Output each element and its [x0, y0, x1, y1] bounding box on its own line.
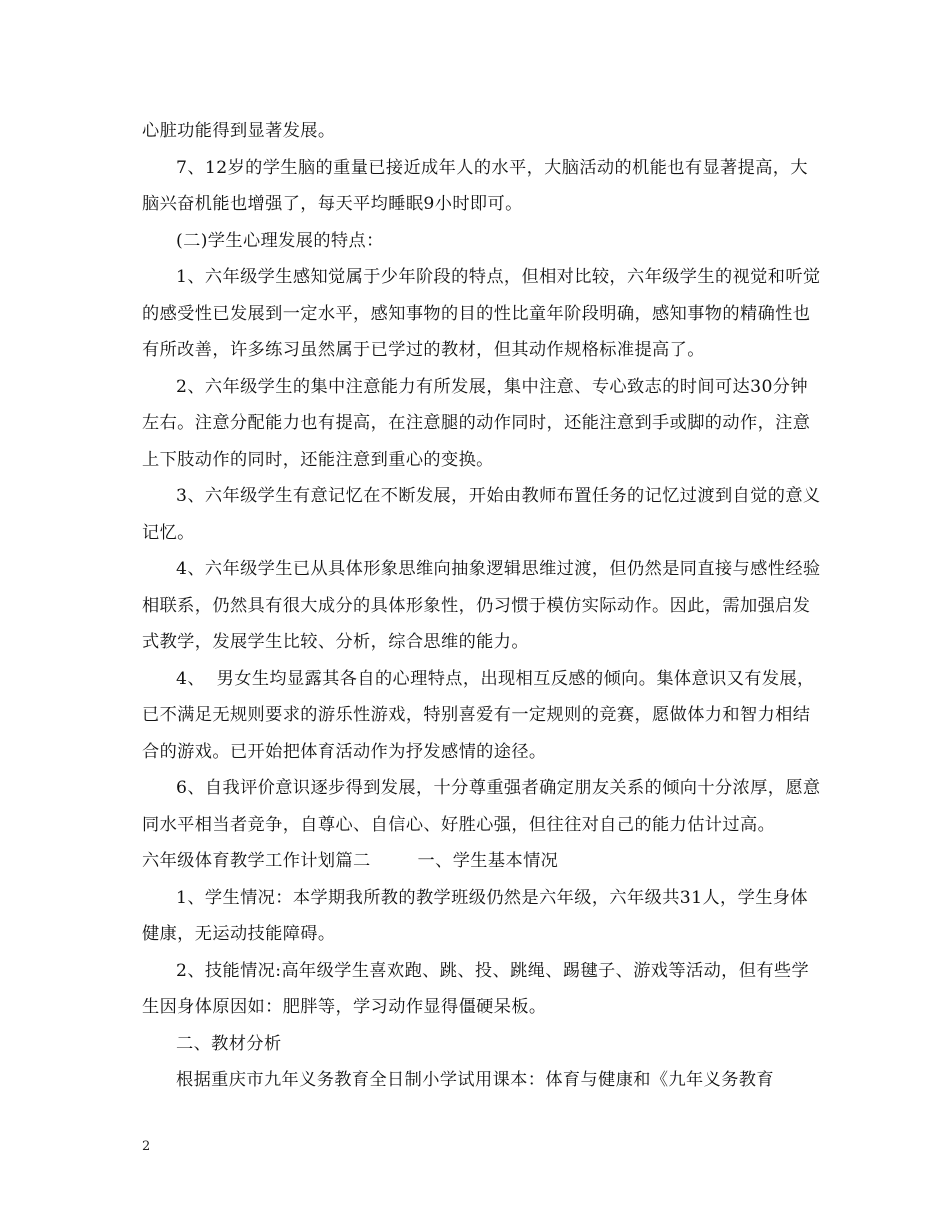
section-heading: 二、教材分析 — [176, 1033, 282, 1054]
document-body — [142, 113, 822, 1099]
paragraph: 4、六年级学生已从具体形象思维向抽象逻辑思维过渡，但仍然是同直接与感性经验相联系，仍然具有很大成分的具体形象性，仍习惯于模仿实际动作。因此，需加强启发式教学，发展学生比较、分析，综合思维的能力。 — [142, 559, 821, 652]
paragraph: 4、 男女生均显露其各自的心理特点，出现相互反感的倾向。集体意识又有发展，已不满足无规则要求的游乐性游戏，特别喜爱有一定规则的竞赛，愿做体力和智力相结合的游戏。已开始把体育活动作为抒发感情的途径。 — [142, 668, 815, 762]
paragraph: 3、六年级学生有意记忆在不断发展，开始由教师布置任务的记忆过渡到自觉的意义记忆。 — [142, 486, 821, 543]
paragraph: 2、技能情况:高年级学生喜欢跑、跳、投、跳绳、踢毽子、游戏等活动，但有些学生因身体原因如：肥胖等，学习动作显得僵硬呆板。 — [142, 960, 810, 1017]
paragraph: 2、六年级学生的集中注意能力有所发展，集中注意、专心致志的时间可达30分钟左右。注意分配能力也有提高，在注意腿的动作同时，还能注意到手或脚的动作，注意上下肢动作的同时，还能注意到重心的变换。 — [142, 376, 811, 470]
document-subtitle: 六年级体育教学工作计划篇二 一、学生基本情况 — [142, 851, 559, 871]
paragraph: 1、学生情况：本学期我所教的教学班级仍然是六年级，六年级共31人，学生身体健康，无运动技能障碍。 — [142, 887, 808, 944]
paragraph: 1、六年级学生感知觉属于少年阶段的特点，但相对比较，六年级学生的视觉和听觉的感受性已发展到一定水平，感知事物的目的性比童年阶段明确，感知事物的精确性也有所改善，许多练习虽然属于已学过的教材，但其动作规格标准提高了。 — [142, 267, 821, 360]
paragraph: 心脏功能得到显著发展。 — [142, 121, 336, 141]
paragraph: 7、12岁的学生脑的重量已接近成年人的水平，大脑活动的机能也有显著提高，大脑兴奋机能也增强了，每天平均睡眠9小时即可。 — [142, 157, 808, 214]
paragraph: 6、自我评价意识逐步得到发展，十分尊重强者确定朋友关系的倾向十分浓厚，愿意同水平相当者竞争，自尊心、自信心、好胜心强，但往往对自己的能力估计过高。 — [142, 778, 821, 835]
paragraph: 根据重庆市九年义务教育全日制小学试用课本：体育与健康和《九年义务教育 — [176, 1070, 774, 1090]
section-heading: (二)学生心理发展的特点： — [176, 230, 384, 251]
page-number: 2 — [142, 1139, 151, 1154]
